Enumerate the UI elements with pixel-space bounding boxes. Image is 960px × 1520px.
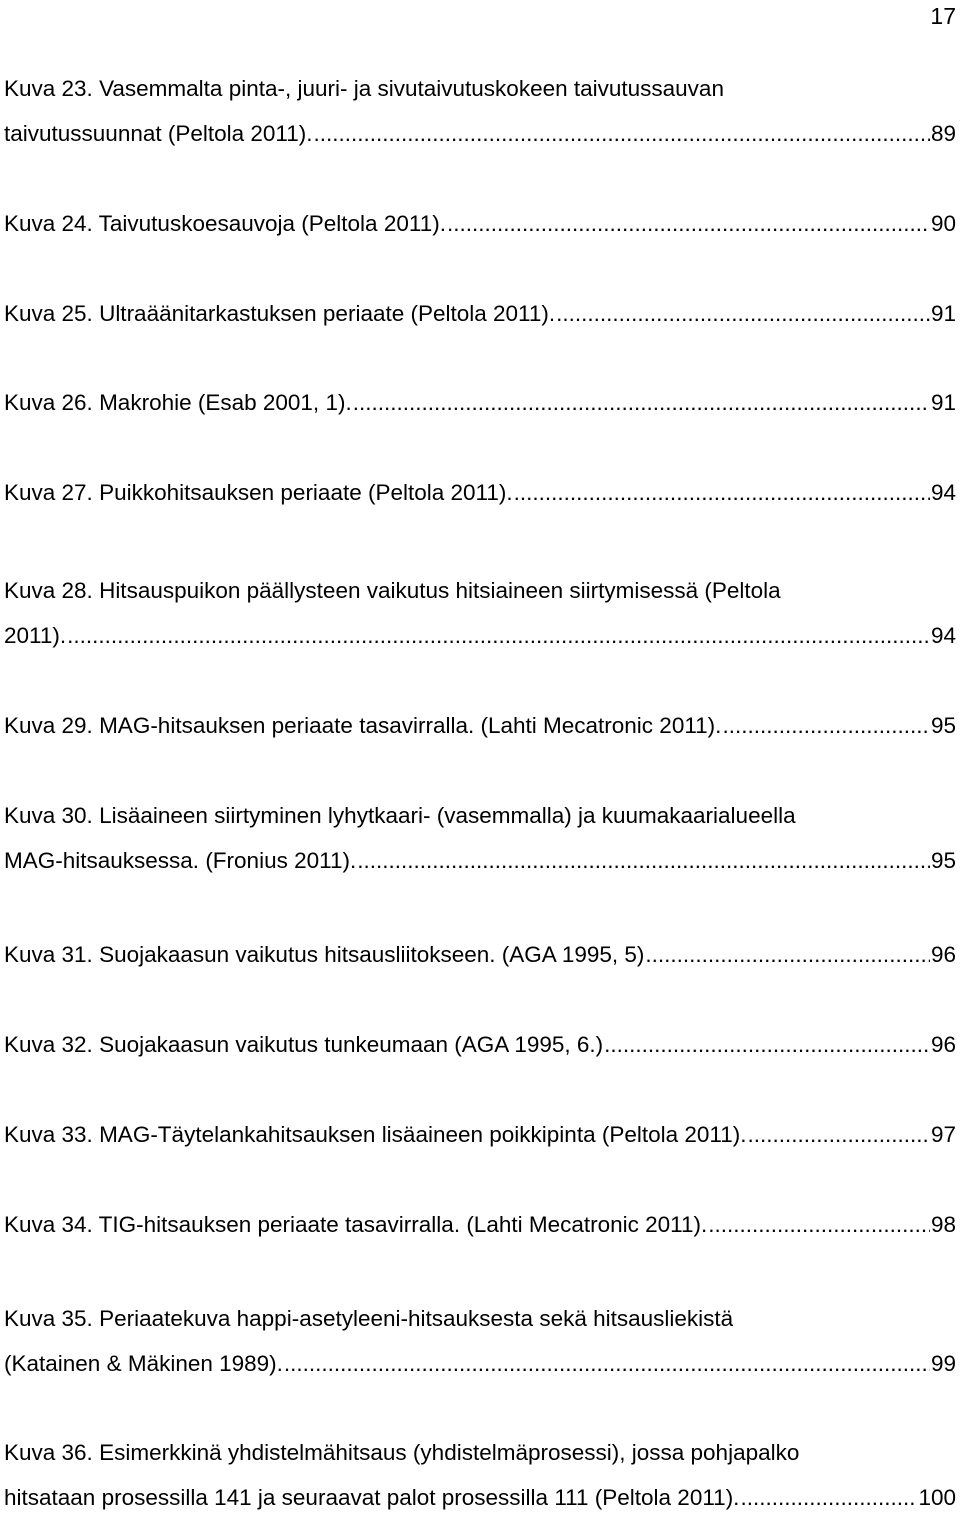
toc-entry-first-line xyxy=(4,1430,956,1475)
toc-entry-last-line xyxy=(4,470,956,515)
toc-entry-page: 89 xyxy=(930,121,956,146)
toc-entry-text: Kuva 30. Lisäaineen siirtyminen lyhytkaari- (vasemmalla) ja kuumakaarialueella xyxy=(4,803,796,828)
toc-entry-page: 98 xyxy=(930,1212,956,1237)
toc-entry-last-line xyxy=(4,703,956,748)
toc-entry[interactable] xyxy=(4,568,956,658)
toc-entry-text: Kuva 33. MAG-Täytelankahitsauksen lisäaineen poikkipinta (Peltola 2011). xyxy=(4,1122,747,1147)
toc-entry-text: Kuva 26. Makrohie (Esab 2001, 1). xyxy=(4,390,352,415)
toc-entry[interactable] xyxy=(4,1202,956,1247)
toc-entry-page: 94 xyxy=(930,623,956,648)
toc-entry-text: Kuva 27. Puikkohitsauksen periaate (Peltola 2011). xyxy=(4,480,513,505)
dot-leader xyxy=(514,470,930,515)
toc-entry[interactable] xyxy=(4,932,956,977)
toc-entry-page: 97 xyxy=(930,1122,956,1147)
toc-entry-page: 100 xyxy=(918,1485,956,1510)
toc-entry-last-line xyxy=(4,1202,956,1247)
toc-entry-text: Kuva 23. Vasemmalta pinta-, juuri- ja sivutaivutuskokeen taivutussauvan xyxy=(4,76,724,101)
toc-entry-last-line xyxy=(4,291,956,336)
toc-entry-text: Kuva 29. MAG-hitsauksen periaate tasavirralla. (Lahti Mecatronic 2011). xyxy=(4,713,722,738)
dot-leader xyxy=(314,111,930,156)
toc-entry-page: 91 xyxy=(930,390,956,415)
toc-entry-text: taivutussuunnat (Peltola 2011). xyxy=(4,121,313,146)
toc-entry-page: 90 xyxy=(930,211,956,236)
toc-entry-text: Kuva 25. Ultraäänitarkastuksen periaate (Peltola 2011). xyxy=(4,301,556,326)
toc-entry[interactable] xyxy=(4,1430,956,1520)
toc-entry-last-line xyxy=(4,1341,956,1386)
dot-leader xyxy=(357,838,930,883)
toc-entry-first-line xyxy=(4,568,956,613)
dot-leader xyxy=(284,1341,930,1386)
toc-entry[interactable] xyxy=(4,201,956,246)
dot-leader xyxy=(645,932,930,977)
toc-entry-page: 95 xyxy=(930,848,956,873)
toc-entry[interactable] xyxy=(4,66,956,156)
toc-entry-text: Kuva 36. Esimerkkinä yhdistelmähitsaus (yhdistelmäprosessi), jossa pohjapalko xyxy=(4,1440,800,1465)
toc-entry[interactable] xyxy=(4,291,956,336)
toc-entry[interactable] xyxy=(4,1296,956,1386)
dot-leader xyxy=(353,380,930,425)
toc-entry[interactable] xyxy=(4,1112,956,1157)
toc-entry-last-line xyxy=(4,932,956,977)
toc-entry-page: 94 xyxy=(930,480,956,505)
toc-entry-text: Kuva 31. Suojakaasun vaikutus hitsausliitokseen. (AGA 1995, 5) xyxy=(4,942,645,967)
toc-entry-text: hitsataan prosessilla 141 ja seuraavat palot prosessilla 111 (Peltola 2011). xyxy=(4,1485,740,1510)
toc-entry-first-line xyxy=(4,66,956,111)
toc-entry-text: Kuva 32. Suojakaasun vaikutus tunkeumaan (AGA 1995, 6.) xyxy=(4,1032,604,1057)
toc-entry-page: 99 xyxy=(930,1351,956,1376)
toc-entry-last-line xyxy=(4,111,956,156)
toc-entry[interactable] xyxy=(4,703,956,748)
dot-leader xyxy=(67,613,930,658)
toc-entry[interactable] xyxy=(4,1022,956,1067)
toc-entry-page: 96 xyxy=(930,942,956,967)
toc-entry-last-line xyxy=(4,380,956,425)
toc-entry-first-line xyxy=(4,1296,956,1341)
toc-entry[interactable] xyxy=(4,793,956,883)
dot-leader xyxy=(604,1022,930,1067)
dot-leader xyxy=(748,1112,930,1157)
toc-entry-last-line xyxy=(4,1112,956,1157)
toc-entry-page: 95 xyxy=(930,713,956,738)
toc-entry-page: 96 xyxy=(930,1032,956,1057)
toc-entry[interactable] xyxy=(4,380,956,425)
toc-entry-text: Kuva 28. Hitsauspuikon päällysteen vaikutus hitsiaineen siirtymisessä (Peltola xyxy=(4,578,781,603)
toc-entry-text: MAG-hitsauksessa. (Fronius 2011). xyxy=(4,848,357,873)
toc-entry-text: Kuva 24. Taivutuskoesauvoja (Peltola 2011). xyxy=(4,211,446,236)
toc-entry[interactable] xyxy=(4,470,956,515)
toc-entry-text: Kuva 35. Periaatekuva happi-asetyleeni-hitsauksesta sekä hitsausliekistä xyxy=(4,1306,734,1331)
toc-entry-last-line xyxy=(4,201,956,246)
dot-leader xyxy=(708,1202,930,1247)
page-number: 17 xyxy=(930,3,956,29)
toc-entry-last-line xyxy=(4,1475,956,1520)
dot-leader xyxy=(740,1475,917,1520)
toc-entry-page: 91 xyxy=(930,301,956,326)
dot-leader xyxy=(447,201,930,246)
toc-entry-last-line xyxy=(4,613,956,658)
toc-entry-last-line xyxy=(4,838,956,883)
toc-entry-text: Kuva 34. TIG-hitsauksen periaate tasavirralla. (Lahti Mecatronic 2011). xyxy=(4,1212,708,1237)
toc-entry-first-line xyxy=(4,793,956,838)
toc-entry-text: 2011). xyxy=(4,623,67,648)
dot-leader xyxy=(722,703,930,748)
toc-entry-last-line xyxy=(4,1022,956,1067)
toc-entry-text: (Katainen & Mäkinen 1989). xyxy=(4,1351,283,1376)
dot-leader xyxy=(556,291,930,336)
